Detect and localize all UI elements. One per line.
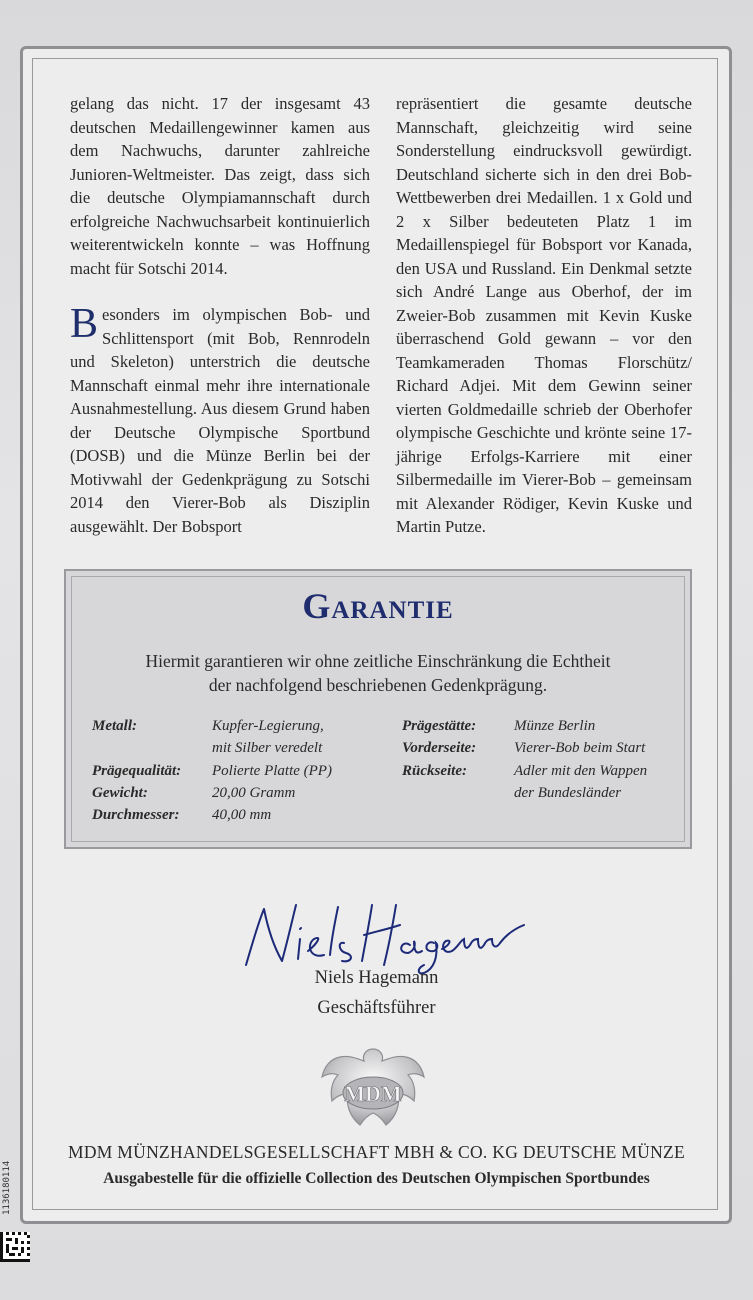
- spec-value-vorderseite: Vierer-Bob beim Start: [514, 740, 646, 756]
- left-text-column: [70, 92, 370, 561]
- datamatrix-code-icon: [0, 1232, 30, 1262]
- guarantee-intro-line-1: Hiermit garantieren wir ohne zeitliche Einschränkung die Echtheit: [145, 651, 611, 671]
- guarantee-intro-line-2: der nachfolgend beschriebenen Gedenkprägung.: [208, 675, 548, 695]
- left-paragraph-1: gelang das nicht. 17 der insgesamt 43 deutschen Medaillengewinner kamen aus dem Nachwuchs, darunter zahlreiche Junioren-Weltmeister. Das zeigt, dass sich die deutsche Olympiamannschaft durch erfolgreiche Nachwuchsarbeit kontinuierlich weiterentwickeln konnte – was Hoffnung macht für Sotschi 2014.: [70, 94, 370, 278]
- left-paragraph-2-text: esonders im olympischen Bob- und Schlittensport (mit Bob, Rennrodeln und Skeleton) unterstrich die deutsche Mannschaft einmal mehr ihre internationale Ausnahmestellung. Aus diesem Grund haben der Deutsche Olympische Sportbund (DOSB) und die Münze Berlin bei der Motivwahl der Gedenkprägung zu Sotschi 2014 den Vierer-Bob als Disziplin ausgewählt. Der Bobsport: [70, 305, 370, 536]
- spec-label-praegequalitaet: Prägequalität:: [92, 763, 182, 779]
- eagle-emblem-icon: [318, 1043, 428, 1135]
- spec-value-praegequalitaet: Polierte Platte (PP): [212, 763, 332, 779]
- serial-number: 1136180114: [2, 1160, 12, 1215]
- spec-value-rueckseite-line-1: Adler mit den Wappen: [514, 763, 648, 779]
- signatory-role: Geschäftsführer: [317, 998, 436, 1018]
- spec-label-rueckseite: Rückseite:: [402, 763, 467, 779]
- guarantee-box: [64, 569, 692, 849]
- spec-value-metall: [212, 715, 324, 759]
- spec-label-vorderseite: Vorderseite:: [402, 740, 477, 756]
- spec-value-metall-line-1: Kupfer-Legierung,: [212, 718, 324, 734]
- spec-value-rueckseite-line-2: der Bundesländer: [514, 785, 622, 801]
- spec-value-rueckseite: [514, 760, 647, 804]
- logo-text: MDM: [344, 1081, 402, 1106]
- spec-label-metall: Metall:: [92, 718, 137, 734]
- spec-value-praegestaette: Münze Berlin: [514, 718, 596, 734]
- handwritten-signature: [238, 895, 528, 975]
- spec-value-metall-line-2: mit Silber veredelt: [212, 740, 323, 756]
- guarantee-intro: [86, 649, 670, 697]
- drop-cap: B: [70, 301, 99, 347]
- right-text-column: [396, 92, 692, 562]
- spec-value-gewicht: 20,00 Gramm: [212, 785, 296, 801]
- spec-label-praegestaette: Prägestätte:: [402, 718, 477, 734]
- issuer-line: Ausgabestelle für die offizielle Collection des Deutschen Olympischen Sportbundes: [103, 1170, 650, 1187]
- signatory-name: Niels Hagemann: [314, 968, 439, 988]
- spec-value-durchmesser: 40,00 mm: [212, 807, 272, 823]
- spec-label-gewicht: Gewicht:: [92, 785, 148, 801]
- left-paragraph-2: [70, 303, 370, 538]
- company-name: MDM MÜNZHANDELSGESELLSCHAFT MBH & CO. KG DEUTSCHE MÜNZE: [67, 1142, 686, 1162]
- guarantee-title: Garantie: [302, 586, 454, 626]
- right-paragraph-1: repräsentiert die gesamte deutsche Mannschaft, gleichzeitig wird seine Sonderstellung eindrucksvoll gewürdigt. Deutschland sicherte sich in den drei Bob-Wettbewerben drei Medaillen. 1 x Gold und 2 x Silber bedeuteten Platz 1 im Medaillenspiegel für Bobsport vor Kanada, den USA und Russland. Ein Denkmal setzte sich André Lange aus Oberhof, der im Zweier-Bob zusammen mit Kevin Kuske überraschend Gold gewann – vor den Teamkameraden Thomas Florschütz/ Richard Adjei. Mit dem Gewinn seiner vierten Goldmedaille schrieb der Oberhofer olympische Geschichte und krönte seine 17-jährige Erfolgs-Karriere mit einer Silbermedaille im Vierer-Bob – gemeinsam mit Alexander Rödiger, Kevin Kuske und Martin Putze.: [396, 94, 692, 536]
- spec-label-durchmesser: Durchmesser:: [92, 807, 180, 823]
